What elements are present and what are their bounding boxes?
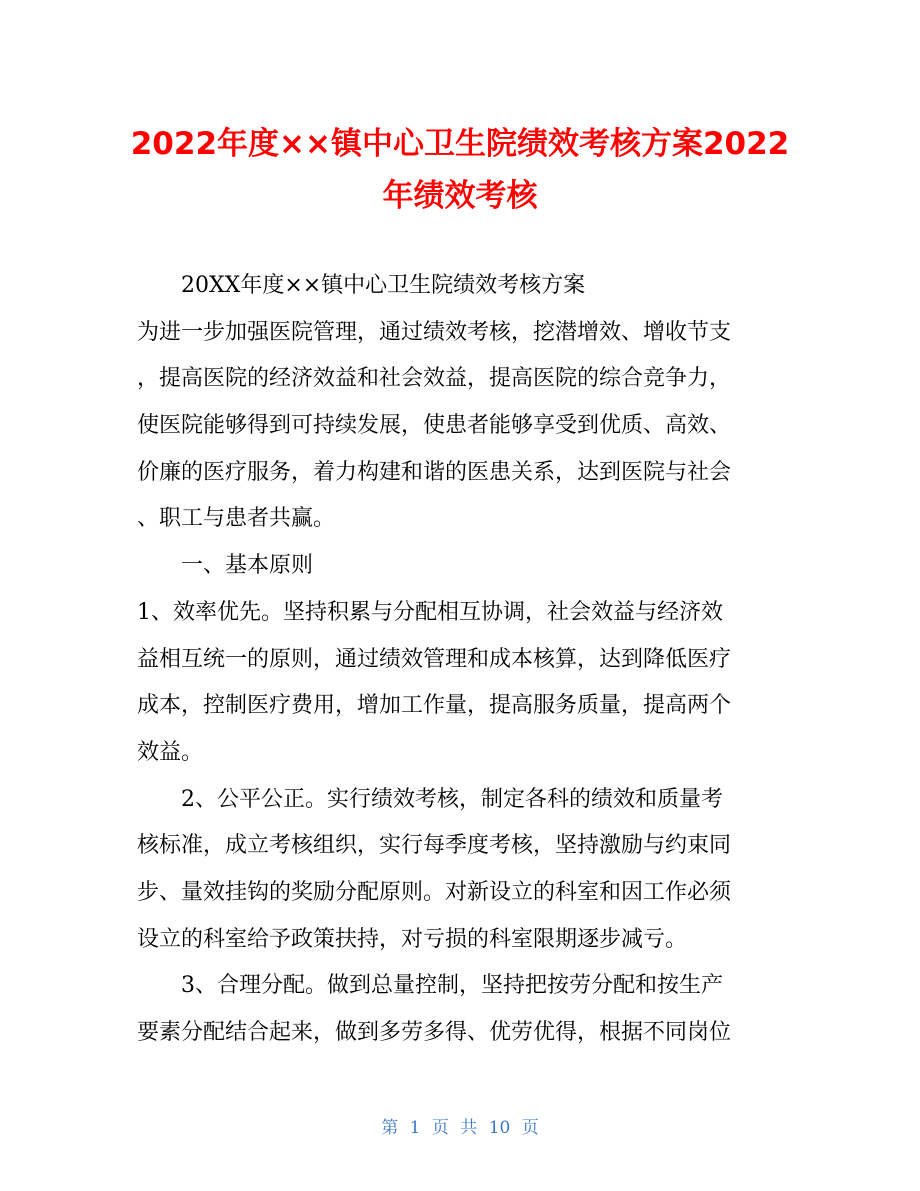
text-line: 益相互统一的原则，通过绩效管理和成本核算，达到降低医疗 (137, 646, 732, 672)
text-line: ，提高医院的经济效益和社会效益，提高医院的综合竞争力， (137, 366, 732, 392)
text-line: 成本，控制医疗费用，增加工作量，提高服务质量，提高两个 (137, 693, 732, 719)
text-line: 步、量效挂钩的奖励分配原则。对新设立的科室和因工作必须 (137, 879, 732, 905)
section-heading: 一、基本原则 (181, 553, 314, 579)
footer-page-unit: 页 (431, 1118, 449, 1138)
text-line: 1、效率优先。坚持积累与分配相互协调，社会效益与经济效 (137, 599, 723, 625)
title-line-2: 年绩效考核 (382, 178, 538, 214)
text-line: 使医院能够得到可持续发展，使患者能够享受到优质、高效、 (137, 413, 732, 439)
document-body (137, 263, 783, 1057)
text-line: 要素分配结合起来，做到多劳多得、优劳优得，根据不同岗位 (137, 1020, 732, 1045)
footer-current-page: 1 (409, 1118, 421, 1138)
text-line: 效益。 (137, 739, 204, 765)
text-line: 3、合理分配。做到总量控制，坚持把按劳分配和按生产 (181, 973, 723, 999)
text-line: 为进一步加强医院管理，通过绩效考核，挖潜增效、增收节支 (137, 319, 732, 345)
text-line: 2、公平公正。实行绩效考核，制定各科的绩效和质量考 (181, 786, 723, 812)
footer-total-label: 共 (460, 1118, 478, 1138)
text-line: 价廉的医疗服务，着力构建和谐的医患关系，达到医院与社会 (137, 459, 732, 485)
footer-total-unit: 页 (521, 1118, 539, 1138)
title-line-1: 2022年度××镇中心卫生院绩效考核方案2022 (130, 126, 790, 162)
subtitle-line: 20XX年度××镇中心卫生院绩效考核方案 (181, 273, 586, 298)
footer-total-pages: 10 (488, 1118, 511, 1138)
footer-page-label: 第 (381, 1118, 399, 1138)
document-title (110, 118, 810, 222)
page-footer (0, 1113, 920, 1138)
text-line: 、职工与患者共赢。 (137, 506, 336, 532)
text-line: 设立的科室给予政策扶持，对亏损的科室限期逐步减亏。 (137, 926, 688, 952)
text-line: 核标准，成立考核组织，实行每季度考核，坚持激励与约束同 (137, 833, 732, 859)
